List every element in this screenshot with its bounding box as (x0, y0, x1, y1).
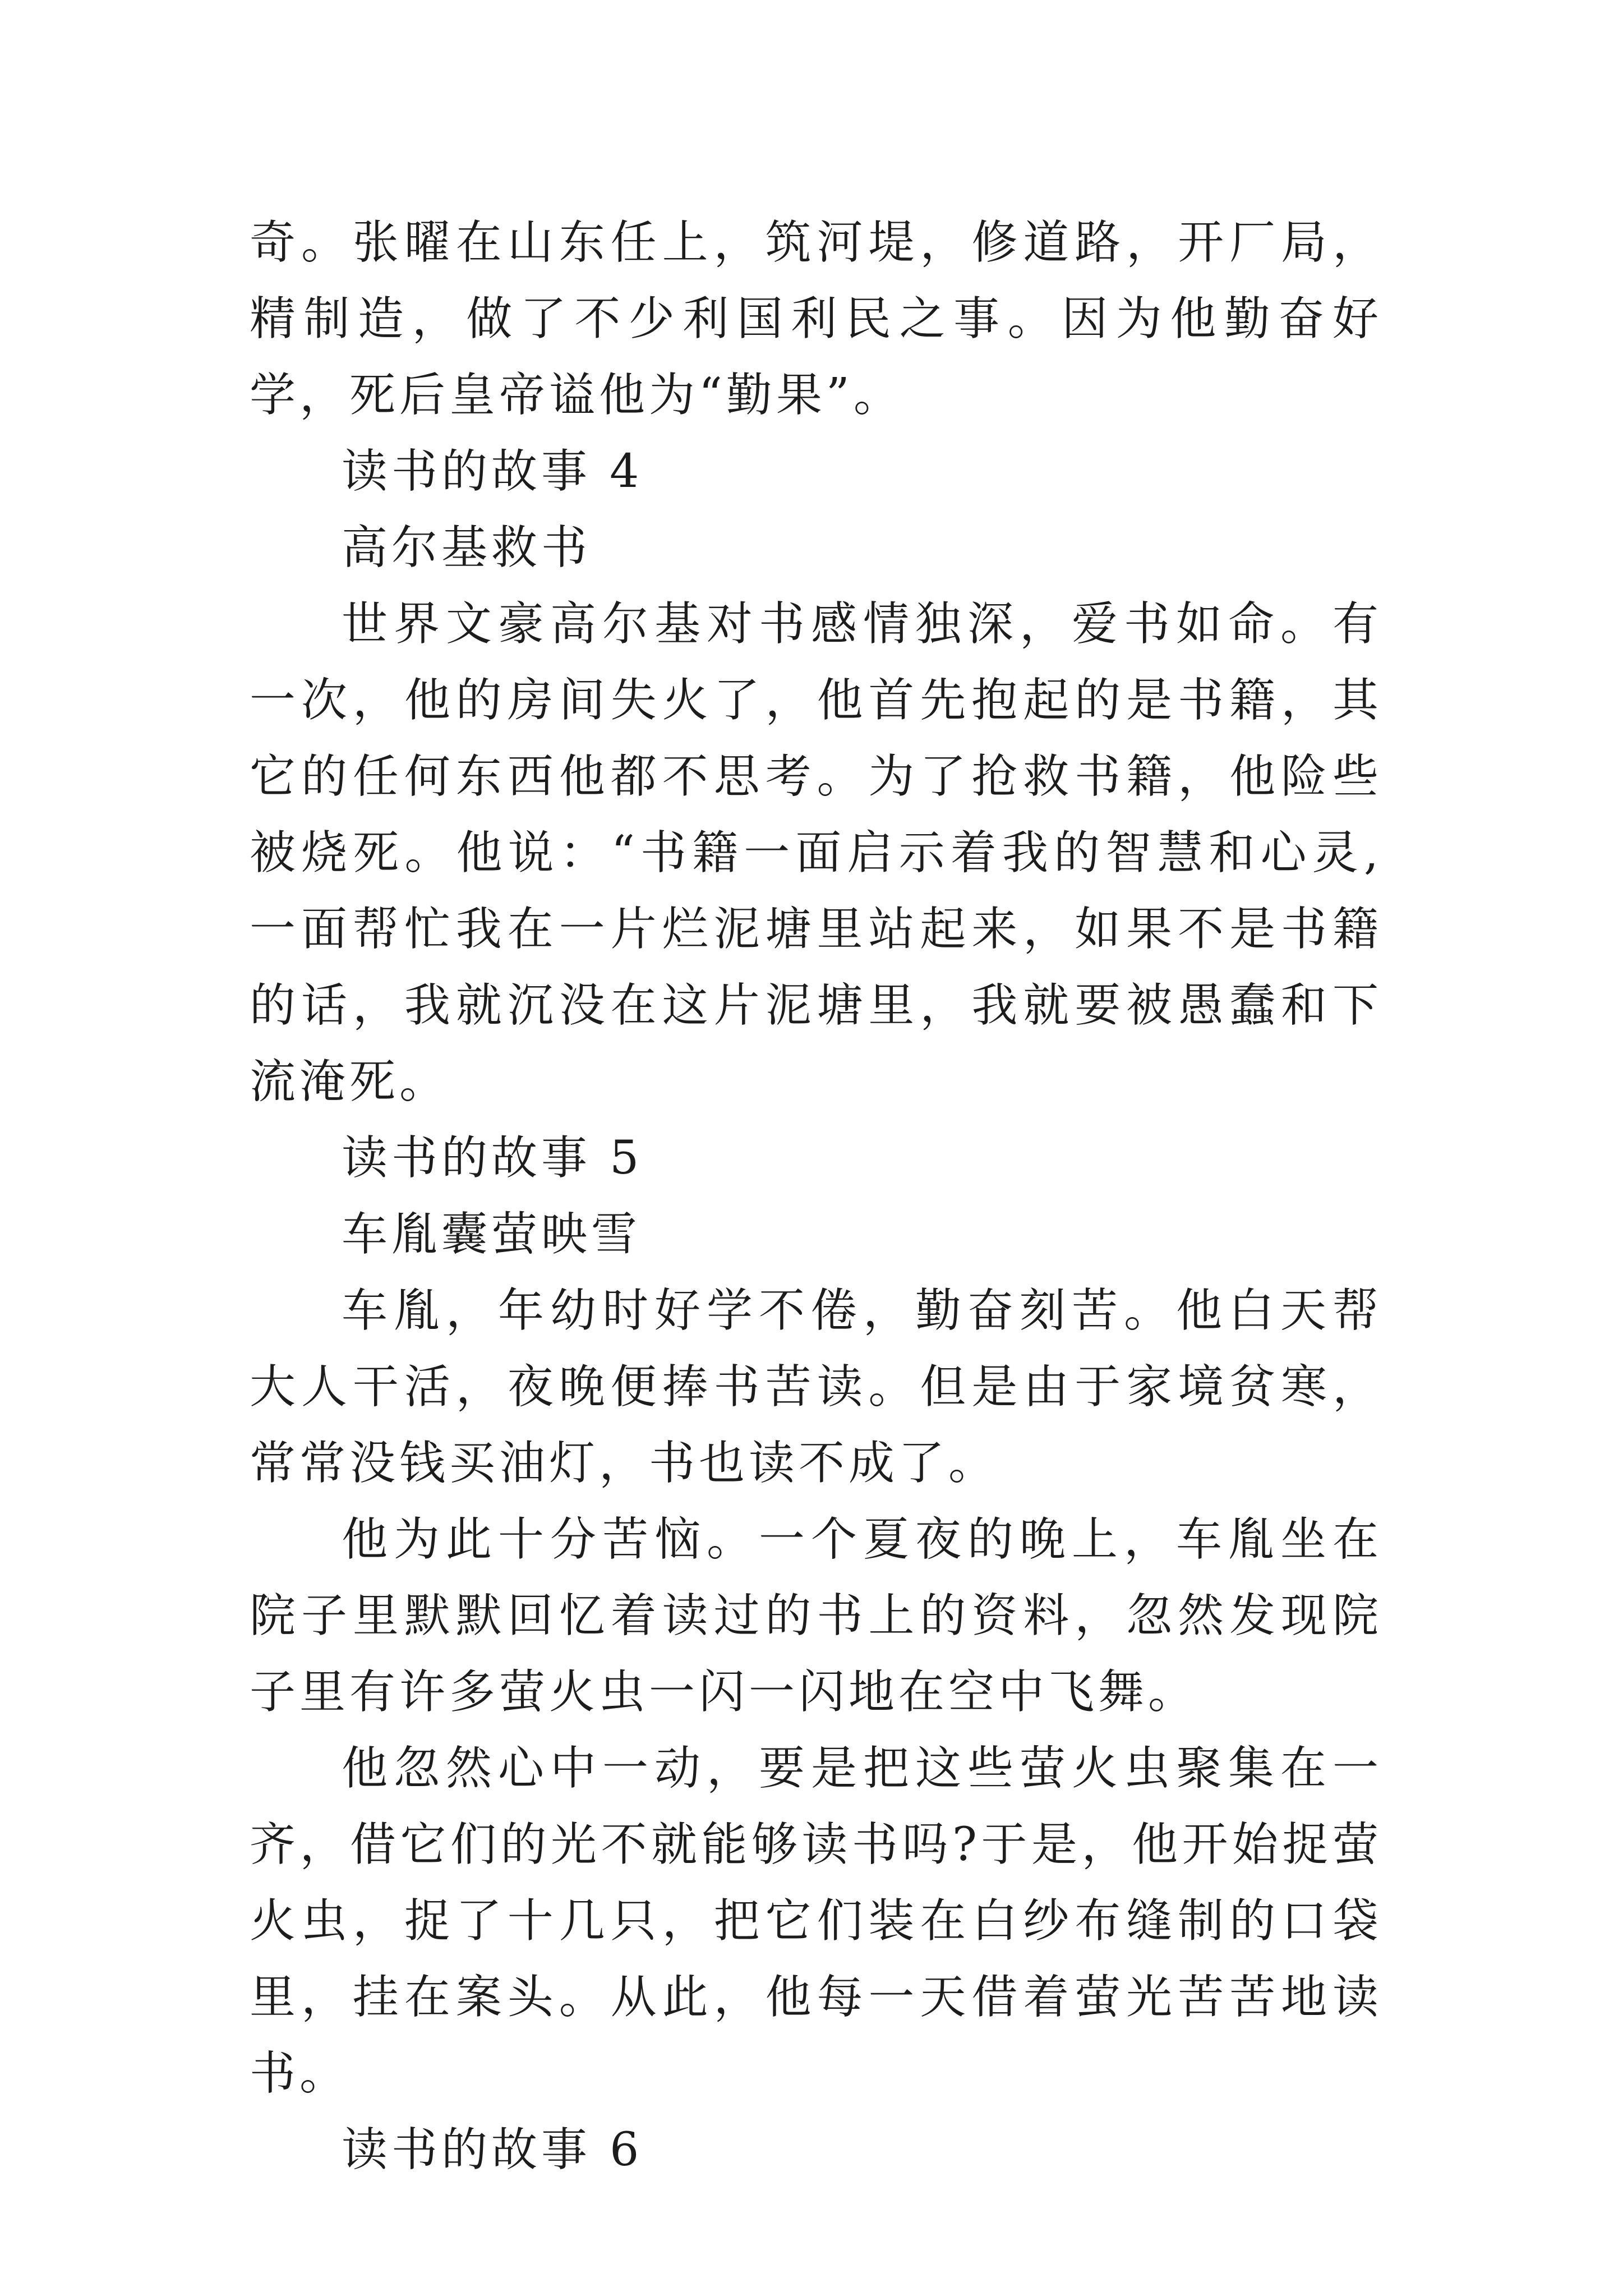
story-heading-6: 读书的故事 6 (342, 2123, 643, 2177)
paragraph-continuation: 奇。张曜在山东任上，筑河堤，修道路，开厂局，精制造，做了不少利国利民之事。因为他勤奋好学，死后皇帝谥他为“勤果”。 (250, 216, 1382, 422)
story-title-che-yin: 车胤囊萤映雪 (342, 1208, 642, 1261)
paragraph-che-yin-2: 他为此十分苦恼。一个夏夜的晚上，车胤坐在院子里默默回忆着读过的书上的资料，忽然发现院子里有许多萤火虫一闪一闪地在空中飞舞。 (250, 1513, 1382, 1719)
document-body (250, 205, 1382, 2188)
story-title-gorky: 高尔基救书 (342, 521, 592, 574)
story-heading-5: 读书的故事 5 (342, 1131, 643, 1185)
paragraph-che-yin-1: 车胤，年幼时好学不倦，勤奋刻苦。他白天帮大人干活，夜晚便捧书苦读。但是由于家境贫寒，常常没钱买油灯，书也读不成了。 (250, 1284, 1382, 1490)
paragraph-che-yin-3: 他忽然心中一动，要是把这些萤火虫聚集在一齐，借它们的光不就能够读书吗?于是，他开始捉萤火虫，捉了十几只，把它们装在白纱布缝制的口袋里，挂在案头。从此，他每一天借着萤光苦苦地读书。 (250, 1742, 1382, 2100)
paragraph-gorky: 世界文豪高尔基对书感情独深，爱书如命。有一次，他的房间失火了，他首先抱起的是书籍，其它的任何东西他都不思考。为了抢救书籍，他险些被烧死。他说：“书籍一面启示着我的智慧和心灵,一面帮忙我在一片烂泥塘里站起来，如果不是书籍的话，我就沉没在这片泥塘里，我就要被愚蠢和下流淹死。 (250, 597, 1382, 1108)
story-heading-4: 读书的故事 4 (342, 445, 643, 498)
